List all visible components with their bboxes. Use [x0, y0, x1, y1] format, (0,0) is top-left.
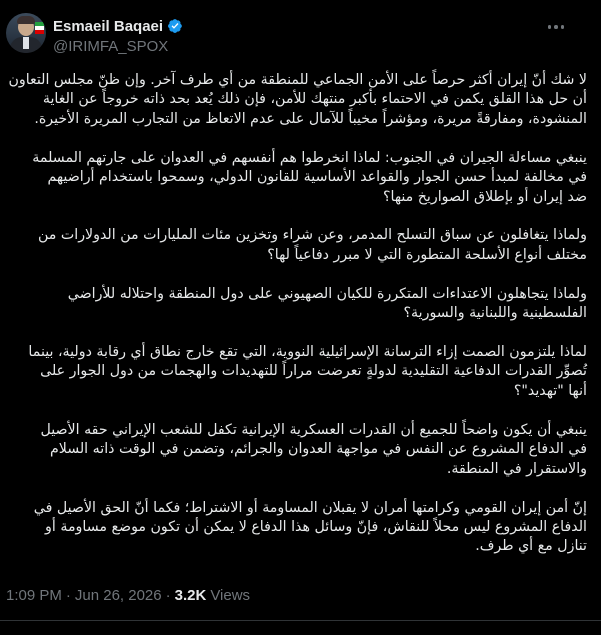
dot — [554, 25, 558, 29]
post-text — [4, 71, 587, 576]
post-date[interactable]: Jun 26, 2026 — [74, 586, 162, 604]
post-metadata — [6, 585, 250, 605]
author-name-row — [53, 15, 183, 37]
more-options-icon[interactable] — [542, 16, 570, 38]
avatar-hair — [17, 16, 35, 24]
author-handle[interactable]: @IRIMFA_SPOX — [53, 38, 169, 55]
separator: · — [65, 586, 71, 604]
dot — [548, 25, 552, 29]
post-paragraph: لا شك أنّ إيران أكثر حرصاً على الأمن الجماعي للمنطقة من أي طرف آخر. وإن ظنّ مجلس التعاون أن حل هذا القلق يكمن في الاحتماء بأكبر منتهك للأمن، فإن ذلك يُعد بحد ذاته خروجاً عن الغاية المنشودة، ومفارقةً مريرة، ومؤشراً مخيباً للآمال على عدم الاتعاظ من التجارب المريرة الأخيرة. — [8, 72, 587, 127]
verified-badge-icon[interactable] — [167, 18, 183, 34]
post-paragraph: ولماذا يتجاهلون الاعتداءات المتكررة للكيان الصهيوني على دول المنطقة واحتلاله للأراضي الفلسطينية واللبنانية والسورية؟ — [67, 285, 587, 322]
flag-icon — [35, 22, 44, 34]
post-paragraph: ينبغي مساءلة الجيران في الجنوب: لماذا انخرطوا هم أنفسهم في العدوان على جارتهم المسلمة في مخالفة لمبدأ حسن الجوار والقواعد الأساسية للقانون الدولي، وسمحوا باستخدام أراضيهم ضد إيران أو بإطلاق الصواريخ منها؟ — [32, 149, 587, 205]
separator: · — [165, 586, 171, 604]
dot — [561, 25, 565, 29]
avatar[interactable] — [6, 13, 46, 53]
views-label: Views — [210, 586, 251, 604]
divider — [0, 620, 601, 621]
views-count[interactable]: 3.2K — [174, 586, 207, 604]
post-paragraph: ولماذا يتغافلون عن سباق التسلح المدمر، وعن شراء وتخزين مئات المليارات من الدولارات من مختلف أنواع الأسلحة المتطورة التي لا مبرر دفاعياً لها؟ — [37, 227, 587, 263]
avatar-shirt — [23, 37, 29, 49]
post-paragraph: إنّ أمن إيران القومي وكرامتها أمران لا يقبلان المساومة أو الاشتراط؛ فكما أنّ الحق الأصيل في الدفاع المشروع ليس محلاً للنقاش، فإنّ وسائل هذا الدفاع لا يمكن أن تكون موضع مساومة أو تنازل مع أي طرف. — [33, 499, 587, 555]
post-header — [0, 0, 601, 62]
author-display-name[interactable]: Esmaeil Baqaei — [53, 17, 164, 35]
post-paragraph: ينبغي أن يكون واضحاً للجميع أن القدرات العسكرية الإيرانية تكفل للشعب الإيراني حقه الأصيل في الدفاع المشروع عن النفس في مواجهة العدوان والجرائم، وتضمن في الوقت ذاته السلام والاستقرار في المنطقة. — [40, 421, 587, 477]
post-time[interactable]: 1:09 PM — [6, 586, 62, 604]
post-paragraph: لماذا يلتزمون الصمت إزاء الترسانة الإسرائيلية النووية، التي تقع خارج نطاق أي رقابة دولية، بينما تُصوِّر القدرات الدفاعية التقليدية لدولةٍ تعرضت مراراً للتهديدات والهجمات من دول الجوار على أنها "تهديد"؟ — [28, 344, 587, 399]
